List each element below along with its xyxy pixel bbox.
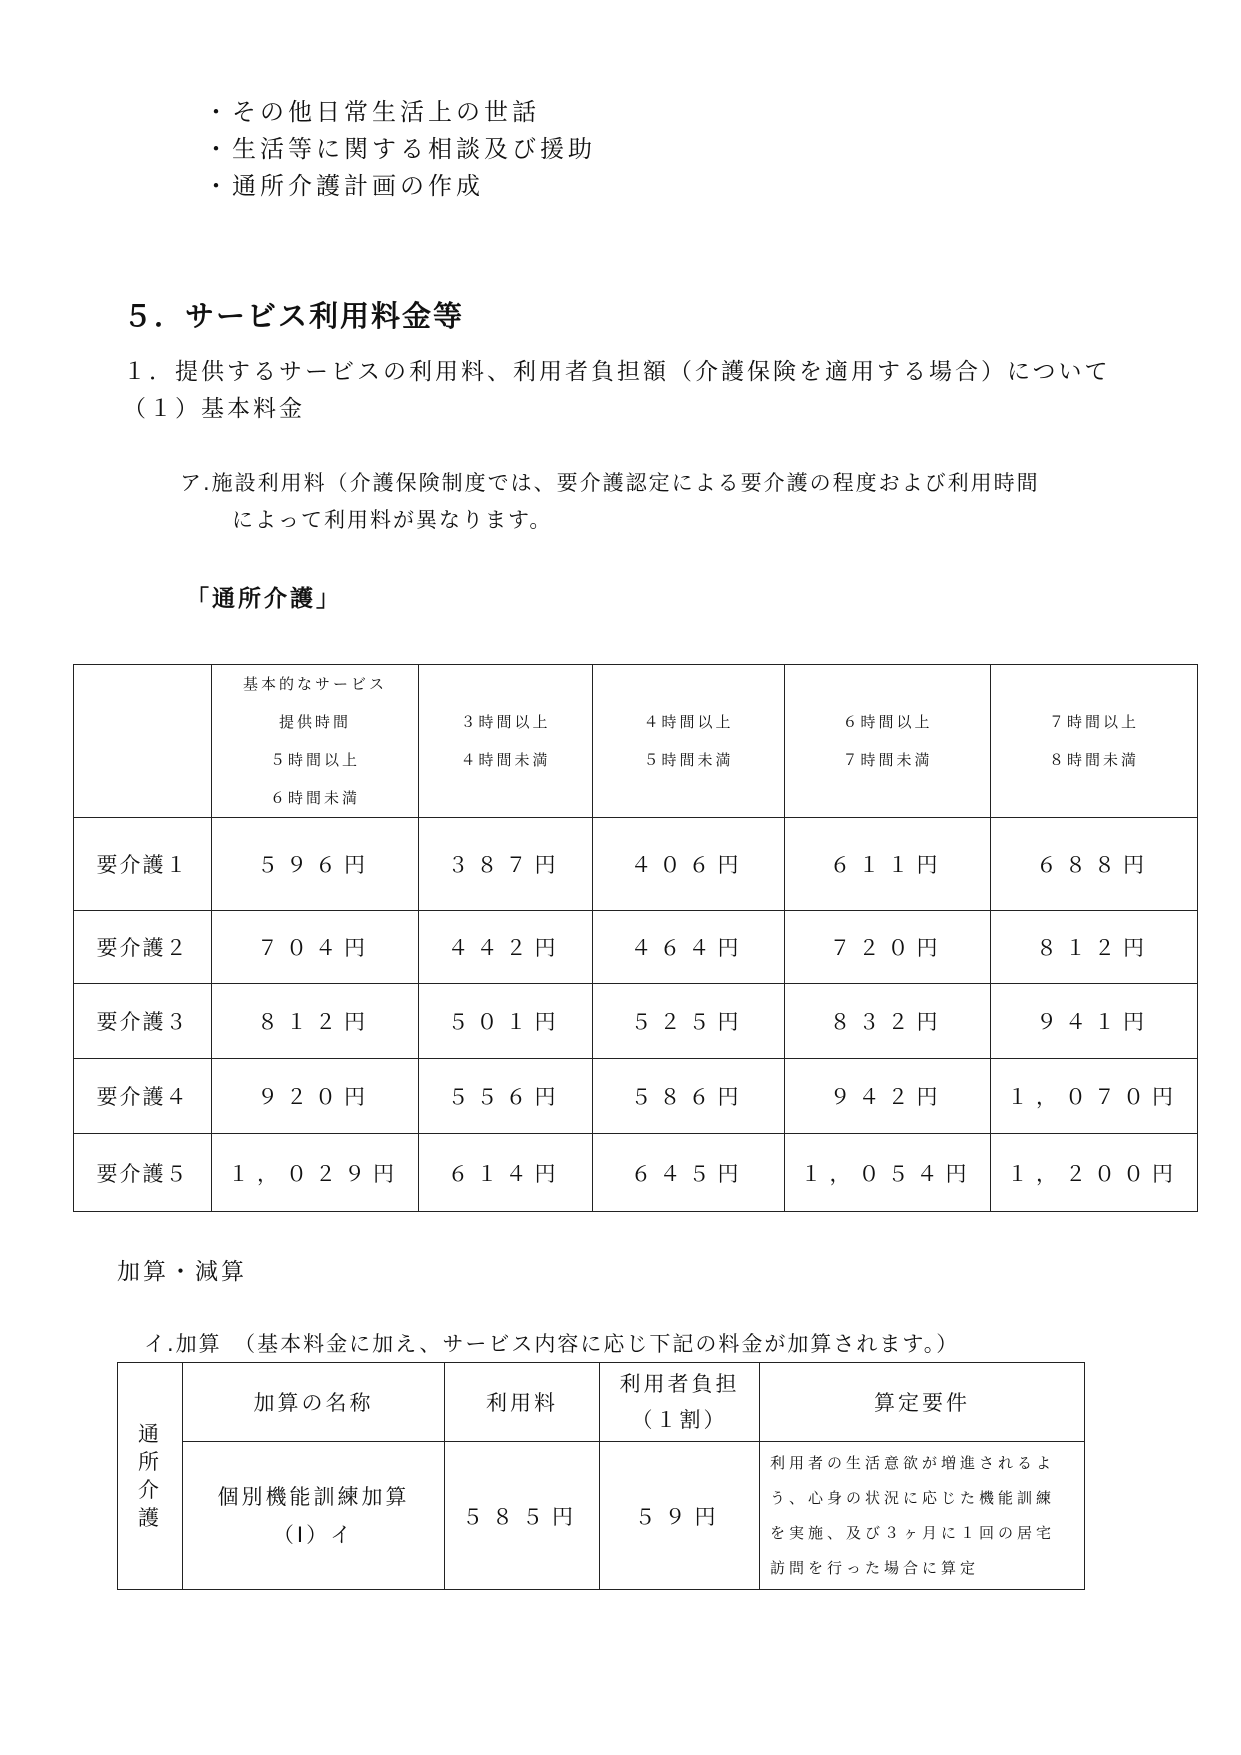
- bullet-item: ・その他日常生活上の世話: [204, 98, 540, 126]
- bullet-item: ・通所介護計画の作成: [204, 172, 484, 200]
- side-char: 護: [138, 1506, 162, 1530]
- note-line: によって利用料が異なります。: [232, 508, 553, 532]
- side-char: 介: [138, 1478, 162, 1502]
- fee-cell: ６４５円: [593, 1134, 785, 1212]
- header-text: ５時間以上: [269, 751, 360, 769]
- section-title: ５．サービス利用料金等: [123, 299, 465, 333]
- fee-cell: ５５６円: [419, 1059, 593, 1134]
- fee-cell: ８１２円: [212, 984, 419, 1059]
- header-text: 基本的なサービス: [242, 675, 387, 693]
- header-requirement: 算定要件: [760, 1363, 1085, 1442]
- header-addition-name: 加算の名称: [183, 1363, 445, 1442]
- table-row: [74, 911, 1198, 984]
- header-text: ４時間以上: [643, 713, 734, 731]
- header-cell: [991, 665, 1198, 818]
- fee-cell: １，０５４円: [785, 1134, 991, 1212]
- fee-cell: １，２００円: [991, 1134, 1198, 1212]
- fee-cell: ６１１円: [785, 818, 991, 911]
- header-text: ７時間以上: [1048, 713, 1139, 731]
- fee-cell: ５８６円: [593, 1059, 785, 1134]
- fee-cell: ４４２円: [419, 911, 593, 984]
- fee-cell: ５９６円: [212, 818, 419, 911]
- fee-cell: ５２５円: [593, 984, 785, 1059]
- header-text: （１割）: [631, 1408, 728, 1432]
- fee-cell: ４０６円: [593, 818, 785, 911]
- addition-fee-cell: ５８５円: [445, 1442, 600, 1590]
- header-text: ３時間以上: [460, 713, 551, 731]
- header-text: ６時間未満: [269, 789, 360, 807]
- table-row: [74, 818, 1198, 911]
- header-burden: [600, 1363, 760, 1442]
- header-text: ５時間未満: [643, 751, 734, 769]
- header-text: 提供時間: [278, 713, 351, 731]
- header-text: ６時間以上: [842, 713, 933, 731]
- fee-cell: １，０７０円: [991, 1059, 1198, 1134]
- addition-name: 個別機能訓練加算: [217, 1484, 410, 1509]
- fee-cell: ４６４円: [593, 911, 785, 984]
- table-row: [74, 984, 1198, 1059]
- header-cell: [785, 665, 991, 818]
- care-level-cell: 要介護２: [74, 911, 212, 984]
- requirement-line: う、心身の状況に応じた機能訓練: [770, 1488, 1056, 1507]
- addition-name-cell: [183, 1442, 445, 1590]
- requirement-line: を実施、及び３ヶ月に１回の居宅: [770, 1523, 1056, 1542]
- bullet-item: ・生活等に関する相談及び援助: [204, 135, 596, 163]
- care-level-cell: 要介護１: [74, 818, 212, 911]
- addition-burden-cell: ５９円: [600, 1442, 760, 1590]
- header-cell: [212, 665, 419, 818]
- header-text: ７時間未満: [842, 751, 933, 769]
- header-cell: [593, 665, 785, 818]
- adjust-label: 加算・減算: [117, 1259, 247, 1285]
- fee-cell: ８１２円: [991, 911, 1198, 984]
- side-char: 所: [138, 1450, 162, 1474]
- subsection-title: １．提供するサービスの利用料、利用者負担額（介護保険を適用する場合）について: [123, 359, 1111, 385]
- header-cell: [74, 665, 212, 818]
- addition-header-row: [118, 1363, 1085, 1442]
- fee-cell: ７２０円: [785, 911, 991, 984]
- header-text: 利用者負担: [619, 1372, 740, 1396]
- table-row: [74, 1059, 1198, 1134]
- fee-table-header-row: [74, 665, 1198, 818]
- service-label: 「通所介護」: [186, 586, 342, 612]
- requirement-line: 利用者の生活意欲が増進されるよ: [770, 1453, 1056, 1472]
- side-char: 通: [138, 1422, 162, 1446]
- note-line: ア.施設利用料（介護保険制度では、要介護認定による要介護の程度および利用時間: [180, 471, 1040, 495]
- header-text: ８時間未満: [1048, 751, 1139, 769]
- fee-cell: ９４１円: [991, 984, 1198, 1059]
- requirement-line: 訪問を行った場合に算定: [770, 1558, 980, 1577]
- table-row: [74, 1134, 1198, 1212]
- care-level-cell: 要介護５: [74, 1134, 212, 1212]
- fee-cell: ９４２円: [785, 1059, 991, 1134]
- fee-table: [73, 664, 1198, 1212]
- addition-table: [117, 1362, 1085, 1590]
- care-level-cell: 要介護４: [74, 1059, 212, 1134]
- header-cell: [419, 665, 593, 818]
- fee-cell: ５０１円: [419, 984, 593, 1059]
- table-row: [118, 1442, 1085, 1590]
- fee-cell: ８３２円: [785, 984, 991, 1059]
- fee-cell: ３８７円: [419, 818, 593, 911]
- fee-cell: ７０４円: [212, 911, 419, 984]
- service-type-cell: [118, 1363, 183, 1590]
- addition-name: （Ⅰ）イ: [272, 1522, 355, 1547]
- fee-cell: ９２０円: [212, 1059, 419, 1134]
- fee-cell: ６１４円: [419, 1134, 593, 1212]
- header-text: ４時間未満: [460, 751, 551, 769]
- fee-cell: ６８８円: [991, 818, 1198, 911]
- fee-cell: １，０２９円: [212, 1134, 419, 1212]
- subsubsection-title: （１）基本料金: [123, 396, 305, 422]
- care-level-cell: 要介護３: [74, 984, 212, 1059]
- addition-heading: イ.加算 （基本料金に加え、サービス内容に応じ下記の料金が加算されます。）: [144, 1332, 960, 1356]
- requirement-cell: [760, 1442, 1085, 1590]
- header-fee: 利用料: [445, 1363, 600, 1442]
